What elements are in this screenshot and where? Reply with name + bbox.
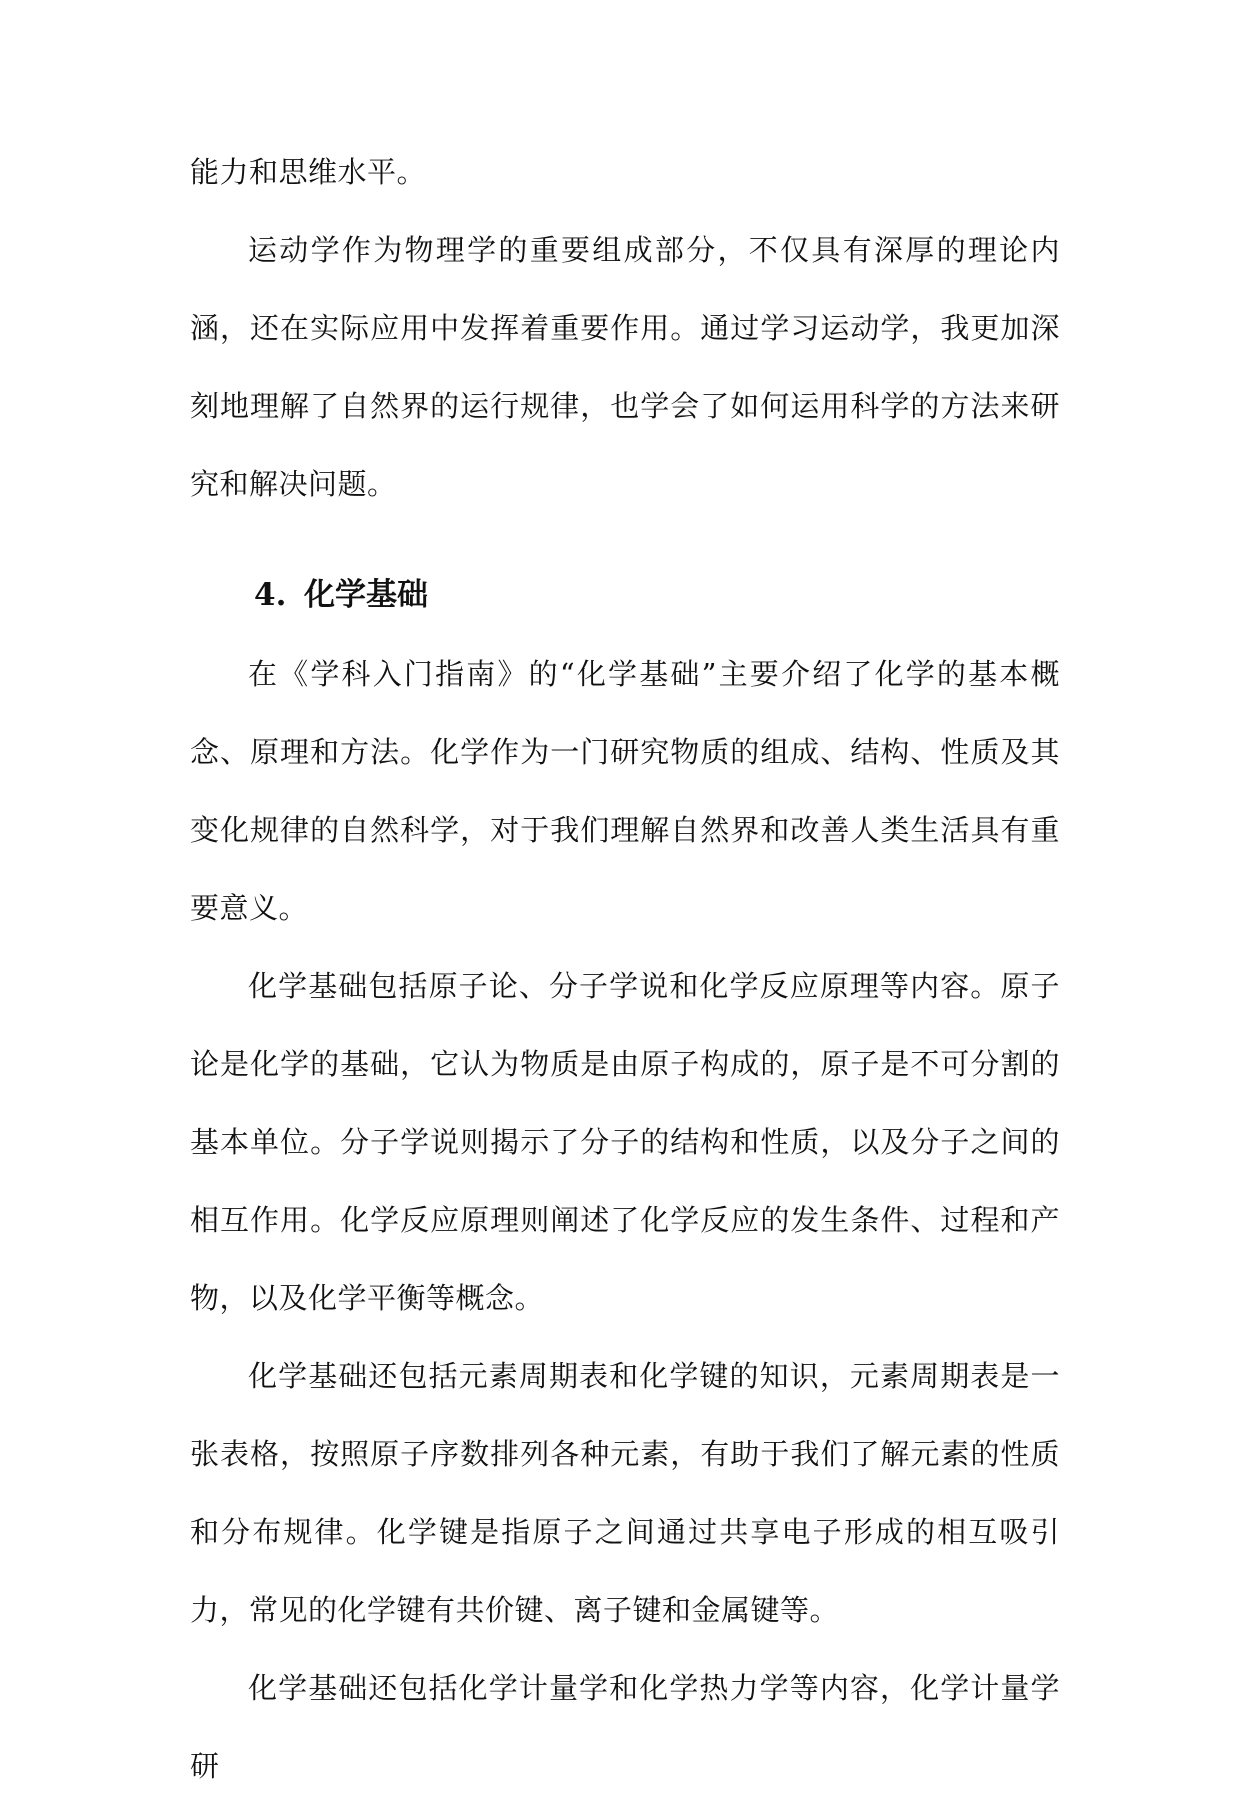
paragraph-periodic-table: 化学基础还包括元素周期表和化学键的知识，元素周期表是一张表格，按照原子序数排列各种元素，有助于我们了解元素的性质和分布规律。化学键是指原子之间通过共享电子形成的相互吸引力，常见的化学键有共价键、离子键和金属键等。 <box>190 1359 1060 1627</box>
paragraph-chem-intro: 在《学科入门指南》的“化学基础”主要介绍了化学的基本概念、原理和方法。化学作为一门研究物质的组成、结构、性质及其变化规律的自然科学，对于我们理解自然界和改善人类生活具有重要意义。 <box>190 657 1060 925</box>
document-body <box>190 133 1060 1805</box>
section-heading <box>190 556 1060 634</box>
paragraph-stoichiometry: 化学基础还包括化学计量学和化学热力学等内容，化学计量学研 <box>190 1671 1060 1783</box>
section-number: 4. <box>254 577 287 613</box>
paragraph-atomic-theory: 化学基础包括原子论、分子学说和化学反应原理等内容。原子论是化学的基础，它认为物质是由原子构成的，原子是不可分割的基本单位。分子学说则揭示了分子的结构和性质，以及分子之间的相互作用。化学反应原理则阐述了化学反应的发生条件、过程和产物，以及化学平衡等概念。 <box>190 969 1060 1315</box>
paragraph-continuation: 能力和思维水平。 <box>190 155 427 189</box>
paragraph-kinematics-summary: 运动学作为物理学的重要组成部分，不仅具有深厚的理论内涵，还在实际应用中发挥着重要作用。通过学习运动学，我更加深刻地理解了自然界的运行规律，也学会了如何运用科学的方法来研究和解决问题。 <box>190 233 1060 501</box>
section-title: 化学基础 <box>304 577 428 613</box>
